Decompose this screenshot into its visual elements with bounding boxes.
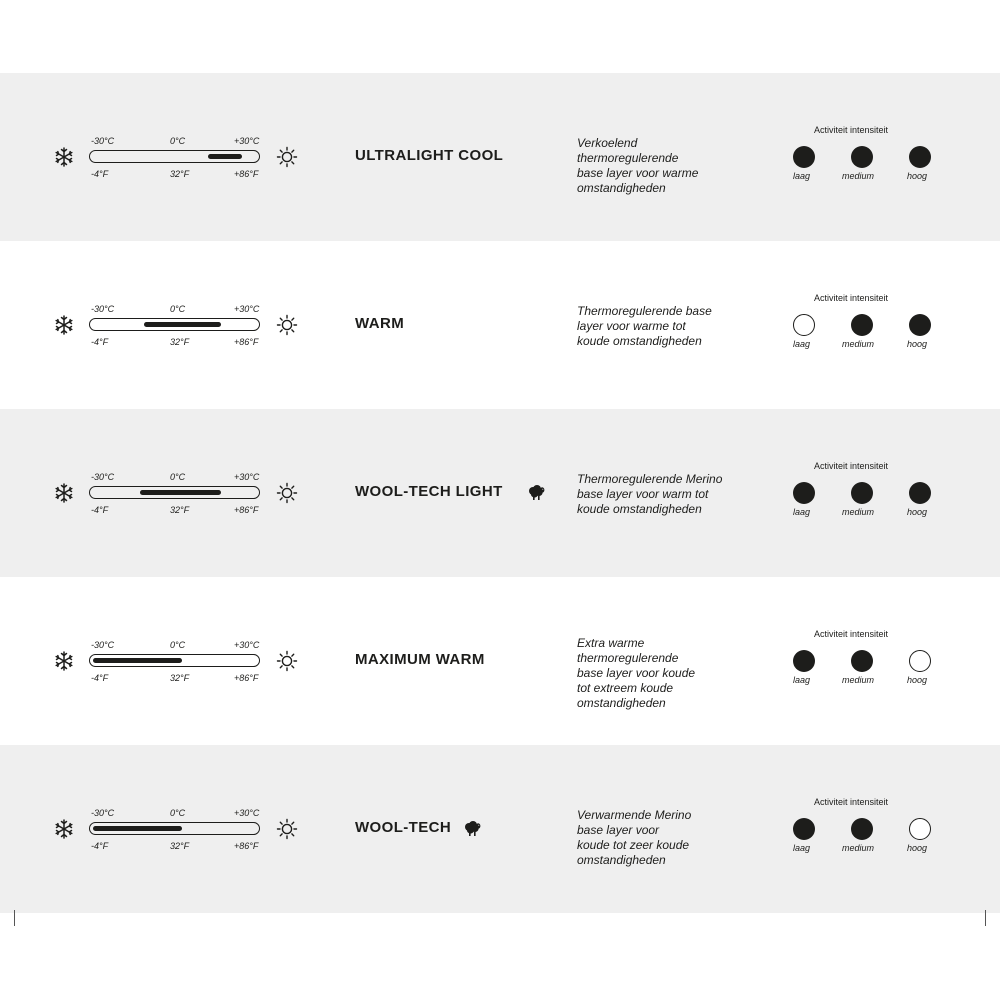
activity-intensity-title: Activiteit intensiteit <box>814 125 889 135</box>
description-line: base layer voor warme <box>577 166 699 180</box>
fahrenheit-scale <box>88 337 266 349</box>
celsius-label: 0°C <box>170 304 186 314</box>
fahrenheit-label: 32°F <box>170 841 190 851</box>
celsius-label: 0°C <box>170 808 186 818</box>
product-description <box>577 136 752 196</box>
sun-icon <box>276 818 298 840</box>
activity-level-label: laag <box>793 339 811 349</box>
temperature-range-fill <box>144 322 221 327</box>
description-line: tot extreem koude <box>577 681 674 695</box>
fahrenheit-label: 32°F <box>170 169 190 179</box>
snowflake-icon <box>53 818 75 840</box>
celsius-label: -30°C <box>91 808 115 818</box>
celsius-scale <box>88 640 266 652</box>
snowflake-icon <box>53 314 75 336</box>
description-line: thermoregulerende <box>577 151 679 165</box>
fahrenheit-label: +86°F <box>234 673 259 683</box>
activity-dot-medium <box>851 818 873 840</box>
fahrenheit-label: +86°F <box>234 337 259 347</box>
activity-level-label: medium <box>842 843 875 853</box>
activity-level-label: medium <box>842 507 875 517</box>
product-description <box>577 636 752 711</box>
description-line: omstandigheden <box>577 853 666 867</box>
description-line: koude tot zeer koude <box>577 838 690 852</box>
celsius-scale <box>88 136 266 148</box>
activity-dot-laag <box>793 314 815 336</box>
sun-icon <box>276 146 298 168</box>
activity-dot-medium <box>851 482 873 504</box>
activity-dot-laag <box>793 818 815 840</box>
activity-intensity-title: Activiteit intensiteit <box>814 293 889 303</box>
fahrenheit-label: +86°F <box>234 169 259 179</box>
activity-level-label: hoog <box>907 507 928 517</box>
activity-level-label: hoog <box>907 843 928 853</box>
fahrenheit-label: 32°F <box>170 505 190 515</box>
fahrenheit-scale <box>88 673 266 685</box>
activity-level-label: hoog <box>907 171 928 181</box>
activity-intensity-title: Activiteit intensiteit <box>814 461 889 471</box>
activity-dot-medium <box>851 146 873 168</box>
product-name: WARM <box>355 315 405 332</box>
fahrenheit-label: -4°F <box>91 505 109 515</box>
temperature-range-bar <box>89 150 260 163</box>
description-line: base layer voor <box>577 823 660 837</box>
product-description <box>577 808 752 868</box>
temperature-range-bar <box>89 654 260 667</box>
celsius-label: +30°C <box>234 640 260 650</box>
fahrenheit-scale <box>88 841 266 853</box>
celsius-label: +30°C <box>234 304 260 314</box>
description-line: Thermoregulerende base <box>577 304 712 318</box>
activity-intensity-title: Activiteit intensiteit <box>814 797 889 807</box>
temperature-range-bar <box>89 486 260 499</box>
celsius-label: 0°C <box>170 136 186 146</box>
sun-icon <box>276 314 298 336</box>
activity-level-label: medium <box>842 675 875 685</box>
description-line: thermoregulerende <box>577 651 679 665</box>
product-name: WOOL-TECH <box>355 819 452 836</box>
activity-level-label: laag <box>793 675 811 685</box>
fahrenheit-label: -4°F <box>91 673 109 683</box>
crop-mark <box>14 910 15 926</box>
fahrenheit-label: -4°F <box>91 169 109 179</box>
activity-level-label: laag <box>793 507 811 517</box>
celsius-label: 0°C <box>170 472 186 482</box>
description-line: layer voor warme tot <box>577 319 686 333</box>
activity-level-label: hoog <box>907 339 928 349</box>
description-line: Verkoelend <box>577 136 638 150</box>
activity-level-label: hoog <box>907 675 928 685</box>
fahrenheit-label: +86°F <box>234 841 259 851</box>
celsius-label: -30°C <box>91 472 115 482</box>
activity-dot-medium <box>851 314 873 336</box>
celsius-label: 0°C <box>170 640 186 650</box>
product-name: MAXIMUM WARM <box>355 651 485 668</box>
activity-dot-hoog <box>909 482 931 504</box>
fahrenheit-label: -4°F <box>91 337 109 347</box>
temperature-range-bar <box>89 822 260 835</box>
product-description <box>577 472 752 517</box>
fahrenheit-scale <box>88 505 266 517</box>
activity-intensity-title: Activiteit intensiteit <box>814 629 889 639</box>
description-line: base layer voor koude <box>577 666 696 680</box>
description-line: Thermoregulerende Merino <box>577 472 723 486</box>
fahrenheit-label: 32°F <box>170 673 190 683</box>
fahrenheit-label: +86°F <box>234 505 259 515</box>
activity-level-label: laag <box>793 171 811 181</box>
fahrenheit-label: -4°F <box>91 841 109 851</box>
activity-dot-hoog <box>909 650 931 672</box>
description-line: base layer voor warm tot <box>577 487 709 501</box>
activity-level-label: medium <box>842 171 875 181</box>
snowflake-icon <box>53 650 75 672</box>
product-name: WOOL-TECH LIGHT <box>355 483 503 500</box>
snowflake-icon <box>53 482 75 504</box>
temperature-range-fill <box>93 826 182 831</box>
description-line: Extra warme <box>577 636 645 650</box>
description-line: Verwarmende Merino <box>577 808 692 822</box>
temperature-range-bar <box>89 318 260 331</box>
celsius-scale <box>88 472 266 484</box>
celsius-label: +30°C <box>234 136 260 146</box>
celsius-label: -30°C <box>91 136 115 146</box>
activity-dot-laag <box>793 482 815 504</box>
celsius-label: +30°C <box>234 472 260 482</box>
activity-level-label: medium <box>842 339 875 349</box>
description-line: omstandigheden <box>577 696 666 710</box>
activity-dot-medium <box>851 650 873 672</box>
fahrenheit-label: 32°F <box>170 337 190 347</box>
celsius-label: +30°C <box>234 808 260 818</box>
activity-level-label: laag <box>793 843 811 853</box>
fahrenheit-scale <box>88 169 266 181</box>
product-description <box>577 304 752 349</box>
celsius-label: -30°C <box>91 304 115 314</box>
sheep-icon <box>462 818 482 838</box>
sheep-icon <box>526 482 546 502</box>
snowflake-icon <box>53 146 75 168</box>
celsius-scale <box>88 808 266 820</box>
temperature-range-fill <box>140 490 221 495</box>
activity-dot-hoog <box>909 314 931 336</box>
description-line: koude omstandigheden <box>577 334 702 348</box>
temperature-range-fill <box>93 658 182 663</box>
activity-dot-hoog <box>909 818 931 840</box>
product-name: ULTRALIGHT COOL <box>355 147 504 164</box>
activity-dot-hoog <box>909 146 931 168</box>
celsius-label: -30°C <box>91 640 115 650</box>
crop-mark <box>985 910 986 926</box>
sun-icon <box>276 650 298 672</box>
description-line: omstandigheden <box>577 181 666 195</box>
celsius-scale <box>88 304 266 316</box>
sun-icon <box>276 482 298 504</box>
activity-dot-laag <box>793 146 815 168</box>
temperature-range-fill <box>208 154 242 159</box>
description-line: koude omstandigheden <box>577 502 702 516</box>
activity-dot-laag <box>793 650 815 672</box>
